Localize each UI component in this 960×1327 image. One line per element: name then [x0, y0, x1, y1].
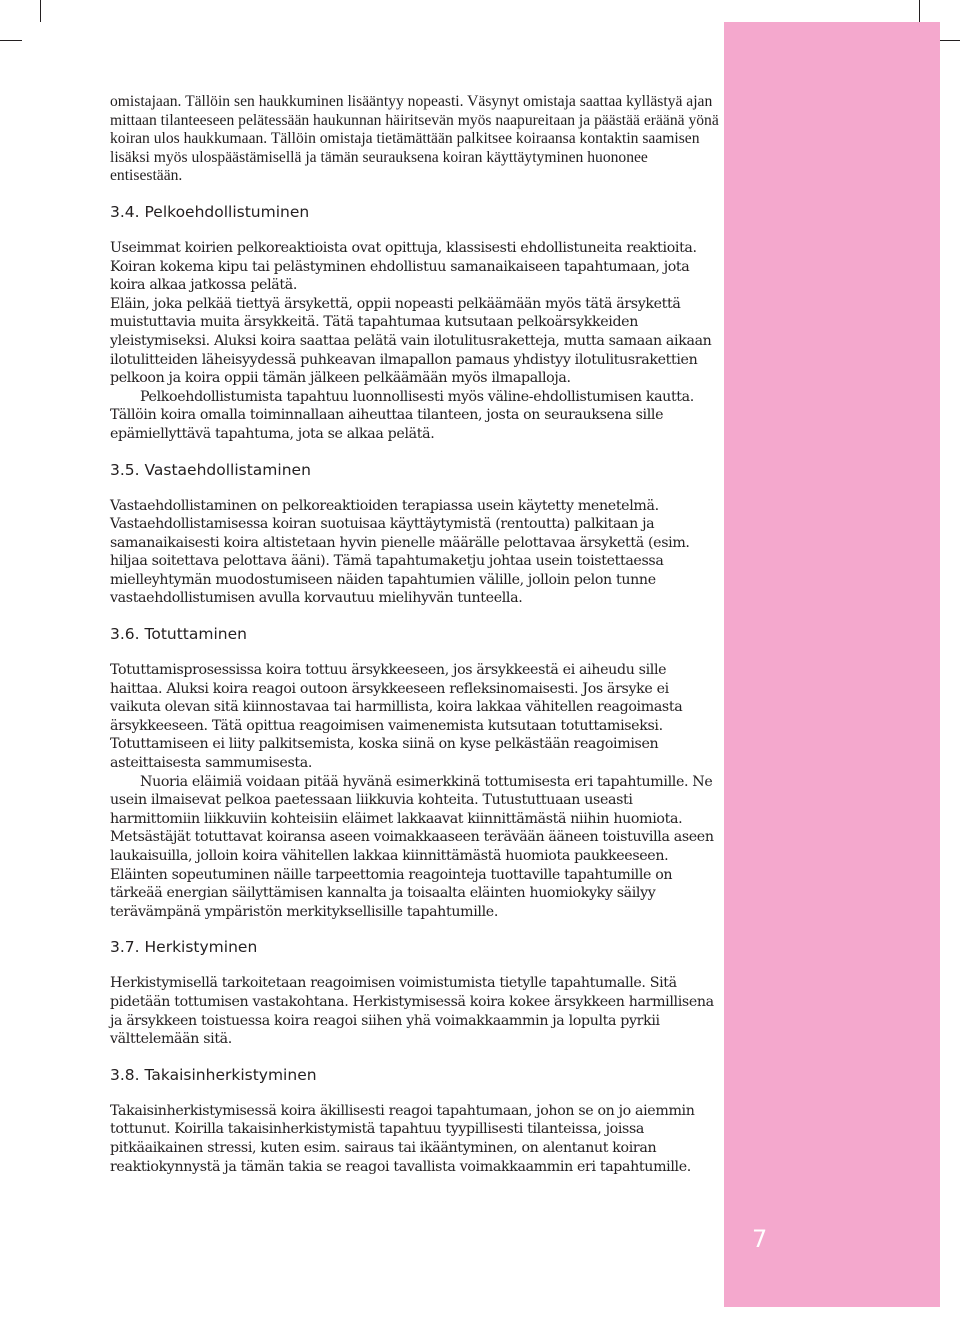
paragraph: Takaisinherkistymisessä koira äkillisesti reagoi tapahtumaan, johon se on jo aiemmin tottunut. Koirilla takaisinherkistymistä tapahtuu tyypillisesti tilanteissa, joissa pitkäaikainen stressi, kuten esim. sairaus tai ikääntyminen, on alentanut koiran reaktiokynnystä ja tämän takia se reagoi tavallista voimakkaammin eri tapahtumille. [110, 1102, 695, 1175]
paragraph: Nuoria eläimiä voidaan pitää hyvänä esimerkkinä tottumisesta eri tapahtumille. Ne usein ilmaisevat pelkoa paetessaan liikkuvia kohteita. Tutustuttuaan useasti harmittomiin liikkuviin kohteisiin eläimet lakkaavat kiinnittämästä niihin huomiota. [110, 773, 713, 827]
crop-mark [40, 0, 41, 22]
section-3-8 [110, 1065, 722, 1176]
paragraph: Totuttamiseen ei liity palkitsemista, koska siinä on kyse pelkästään reagoimisen asteittaisesta sammumisesta. [110, 736, 659, 772]
paragraph: Eläinten sopeutuminen näille tarpeettomia reagointeja tuottaville tapahtumille on tärkeää energian säilyttämisen kannalta ja toisaalta eläinten huomiokyky säilyy terävämpänä ympäristön merkityksellisille tapahtumille. [110, 866, 673, 920]
paragraph: Vastaehdollistaminen on pelkoreaktioiden terapiassa usein käytetty menetelmä. [110, 497, 659, 514]
paragraph: Useimmat koirien pelkoreaktioista ovat opittuja, klassisesti ehdollistuneita reaktioita. [110, 239, 697, 256]
section-3-6 [110, 624, 722, 921]
paragraph: Vastaehdollistamisessa koiran suotuisaa käyttäytymistä (rentoutta) palkitaan ja samanaikaisesti koira altistetaan hyvin pienelle määrälle pelottavaa ärsykettä (esim. hiljaa soitettava pelottava ääni). Tämä tapahtumaketju johtaa usein toistettaessa mielleyhtymän muodostumiseen näiden tapahtumien välille, jolloin pelon tunne vastaehdollistumisen avulla korvautuu mielihyvän tunteella. [110, 516, 690, 607]
section-3-4 [110, 202, 722, 444]
intro-sentence: omistajaan. Tällöin sen haukkuminen lisääntyy nopeasti. Väsynyt omistaja saattaa kyllästyä ajan mittaan tilanteeseen pelätessään haukunnan häiritsevän myös naapureitaan ja päästää eräänä yönä koiran ulos haukkumaan. [110, 93, 719, 148]
section-3-5 [110, 460, 722, 609]
crop-mark [0, 40, 22, 41]
paragraph: Totuttamisprosessissa koira tottuu ärsykkeeseen, jos ärsykkeestä ei aiheudu sille haittaa. Aluksi koira reagoi outoon ärsykkeeseen refleksinomaisesti. Jos ärsyke ei vaikuta olevan sitä kiinnostavaa tai harmillista, koira lakkaa vähitellen reagoimasta ärsykkeeseen. Tätä opittua reagoimisen vaimenemista kutsutaan totuttamiseksi. [110, 662, 683, 734]
paragraph: Herkistymisellä tarkoitetaan reagoimisen voimistumista tietylle tapahtumalle. Sitä pidetään tottumisen vastakohtana. Herkistymisessä koira kokee ärsykkeen harmillisena ja ärsykkeen toistuessa koira reagoi siihen yhä voimakkaammin ja lopulta pyrkii välttelemään sitä. [110, 975, 714, 1048]
section-heading: 3.4. Pelkoehdollistuminen [110, 202, 310, 221]
crop-mark [938, 40, 960, 41]
section-3-7 [110, 937, 722, 1048]
side-color-bar [724, 22, 940, 1307]
intro-paragraph [110, 93, 722, 186]
paragraph: Metsästäjät totuttavat koiransa aseen voimakkaaseen terävään ääneen toistuvilla aseen laukaisuilla, jolloin koira vähitellen lakkaa kiinnittämästä huomiota paukkeeseen. [110, 829, 714, 864]
section-heading: 3.8. Takaisinherkistyminen [110, 1065, 317, 1084]
section-heading: 3.5. Vastaehdollistaminen [110, 460, 311, 479]
section-heading: 3.7. Herkistyminen [110, 938, 258, 957]
section-heading: 3.6. Totuttaminen [110, 625, 247, 644]
page-content [110, 93, 722, 1176]
intro-sentence: Tällöin omistaja tietämättään palkitsee koiraansa kontaktin saamisen lisäksi myös ulospäästämisellä ja tämän seurauksena koiran käyttäytyminen huononee entisestään. [110, 130, 700, 185]
paragraph: Eläin, joka pelkää tiettyä ärsykettä, oppii nopeasti pelkäämään myös tätä ärsykettä muistuttavia muita ärsykkeitä. Tätä tapahtumaa kutsutaan pelkoärsykkeiden yleistymiseksi. Aluksi koira saattaa pelätä vain ilotulitusraketteja, mutta samaan aikaan ilotulitteiden läheisyydessä puhkeavan ilmapallon pamaus yhdistyy ilotulitusrakettien pelkoon ja koira oppii tämän jälkeen pelkäämään myös ilmapalloja. [110, 295, 712, 387]
paragraph: Pelkoehdollistumista tapahtuu luonnollisesti myös väline-ehdollistumisen kautta. Tällöin koira omalla toiminnallaan aiheuttaa tilanteen, josta on seurauksena sille epämiellyttävä tapahtuma, jota se alkaa pelätä. [110, 388, 694, 442]
paragraph: Koiran kokema kipu tai pelästyminen ehdollistuu samanaikaiseen tapahtumaan, jota koira alkaa jatkossa pelätä. [110, 258, 690, 294]
crop-mark [919, 0, 920, 22]
page-number: 7 [752, 1225, 768, 1253]
